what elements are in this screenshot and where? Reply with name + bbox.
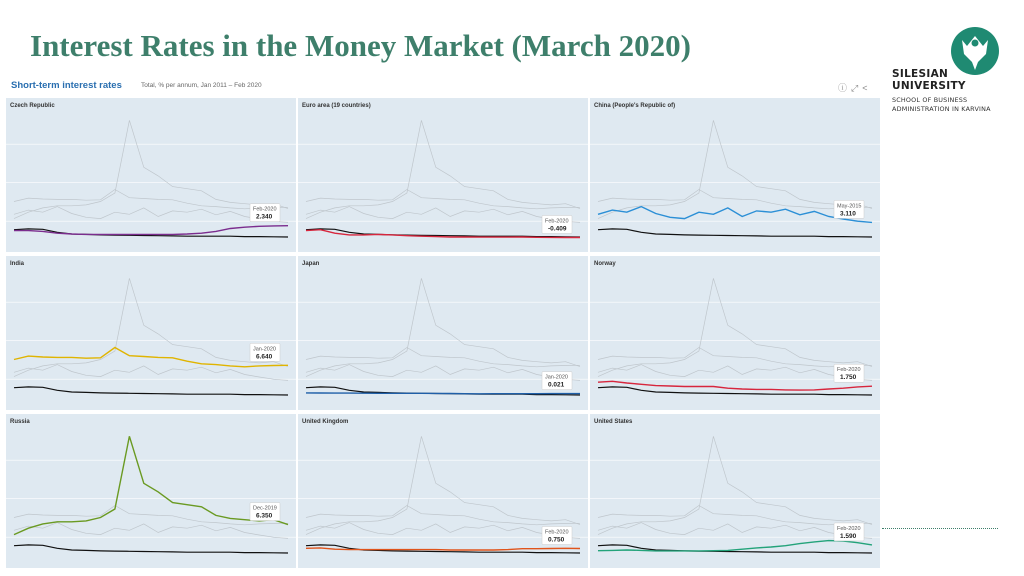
cell-title: India [10, 261, 25, 267]
chart-cell [6, 98, 296, 252]
tooltip-date: Feb-2020 [253, 206, 277, 213]
tooltip-value: 0.021 [548, 381, 565, 389]
cell-title: Japan [302, 261, 320, 267]
tooltip-value: 0.750 [548, 536, 565, 544]
chart-cell [298, 256, 588, 410]
series-line [306, 393, 580, 394]
tooltip-value: 1.590 [840, 532, 857, 540]
slide-title: Interest Rates in the Money Market (March 2020) [30, 28, 691, 63]
info-icon[interactable]: ⓘ [838, 83, 852, 93]
cell-title: Czech Republic [10, 103, 55, 109]
tooltip-date: Feb-2020 [837, 525, 861, 532]
cell-title: Russia [10, 419, 30, 425]
chart-header-title: Short-term interest rates [11, 80, 122, 91]
tooltip-date: Feb-2020 [545, 529, 569, 536]
tooltip-value: 6.640 [256, 353, 273, 361]
tooltip-date: Dec-2019 [253, 505, 277, 512]
tooltip-date: Jan-2020 [545, 374, 568, 381]
cell-title: Euro area (19 countries) [302, 103, 371, 109]
cell-title: Norway [594, 261, 616, 267]
tooltip-date: May-2015 [837, 203, 862, 210]
cell-background [298, 414, 588, 568]
cell-background [6, 414, 296, 568]
tooltip-date: Feb-2020 [545, 218, 569, 225]
cell-title: United Kingdom [302, 419, 349, 425]
chart-cell [590, 98, 880, 252]
cell-background [590, 98, 880, 252]
chart-cell [590, 256, 880, 410]
chart-cell [298, 414, 588, 568]
chart-cell [298, 98, 588, 252]
chart-header-subtitle: Total, % per annum, Jan 2011 – Feb 2020 [141, 82, 262, 89]
fullscreen-icon[interactable]: ⤢ [851, 83, 863, 93]
cell-background [590, 256, 880, 410]
cell-background [6, 98, 296, 252]
tooltip-value: -0.409 [548, 225, 567, 233]
tooltip-date: Jan-2020 [253, 346, 276, 353]
cell-background [590, 414, 880, 568]
tooltip-value: 3.110 [840, 210, 856, 218]
logo-sub-line2: ADMINISTRATION IN KARVINA [892, 105, 991, 113]
tooltip-value: 6.350 [256, 512, 273, 520]
cell-background [6, 256, 296, 410]
logo-name-line2: UNIVERSITY [892, 80, 966, 92]
tooltip-date: Feb-2020 [837, 367, 861, 374]
tooltip-value: 2.340 [256, 213, 273, 221]
cell-title: China (People's Republic of) [594, 103, 676, 109]
chart-cell [6, 414, 296, 568]
chart-cell [590, 414, 880, 568]
logo-name-line1: SILESIAN [892, 68, 949, 80]
chart-cell [6, 256, 296, 410]
share-icon[interactable]: < [862, 83, 872, 93]
logo-sub-line1: SCHOOL OF BUSINESS [892, 96, 968, 104]
tooltip-value: 1.750 [840, 374, 857, 382]
cell-title: United States [594, 419, 633, 425]
